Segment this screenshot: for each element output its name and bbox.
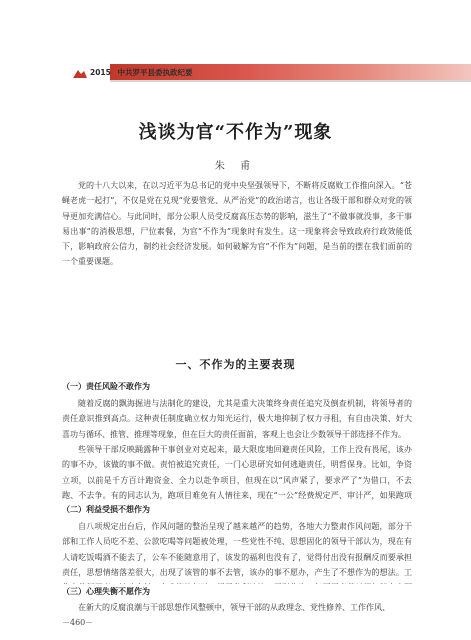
sub1-paragraph-2: 些领导干部反映踊露种干事创业对克起来，最大限度地回避责任风险，工作上没有畏尾，该办的事不办，该做的事不做。责怕被追究责任，一门心思研究如何逃避责任，明哲保身。比如，争资立项，以前是千方百计跑资金、全力以赴争项目，但现在以“风声紧了，要求严了”为借口，不去跑、不去争。有的同志认为，跑项目难免有人情往来，现在“一公”经费规定严、审计严，如果跑项 xyxy=(62,445,412,500)
article-author: 朱 甫 xyxy=(214,161,257,172)
party-emblem-icon xyxy=(72,69,88,79)
sub1-paragraph-1: 随着反腐的飘海掘进与法制化的建设，尤其是重大决策终身责任追究及倒查机制，将领导者的责任意识推到高点。这种责任制度确立权力知光运行，极大地抑制了权力寻租，有自由决策、好大喜功与循环、推管、推理等现象，但在巨大的责任面前，客观上也会让少数领导干部选择不作为。 xyxy=(62,399,412,439)
page-number: －460－ xyxy=(62,618,94,627)
header-year: 2015 xyxy=(90,68,111,77)
subheading-1: （一）责任风险不敢作为 xyxy=(62,382,150,391)
header-ribbon-shadow xyxy=(110,80,471,82)
intro-paragraph: 党的十八大以来，在以习近平为总书记的党中央坚强领导下，不断将反腐败工作推向深入。“苍蝇老虎一起打”，不仅是党在兑现“党要管党、从严治党”的政治诺言，也让各级干部和群众对党的领导更加充满信心。与此同时，部分公职人员受反腐高压态势的影响，滋生了“不做事就没事，多干事易出事”的消极思想，尸位素餐，为官“不作为”现象时有发生。这一现象将会导致政府行政效能低下，影响政府公信力，制约社会经济发展。如何破解为官“不作为”问题，是当前的摆在我们面前的一个重要课题。 xyxy=(62,181,412,267)
article-title: 浅谈为官“不作为”现象 xyxy=(138,122,333,143)
subheading-2: （二）利益受损不想作为 xyxy=(62,505,150,514)
subheading-3: （三）心理失衡不愿作为 xyxy=(62,587,150,596)
sub2-paragraph: 自八项规定出台后，作风问题的整治呈现了越来越严的趋势，各地大力整肃作风问题，部分干部和工作人员吃不差、公款吃喝等问题被处理，一些党性不纯、思想固化的领导干部认为，现在有人请吃饭喝酒不能去了，公车不能随意用了，该发的福利也没有了，觉得付出没有报酬反而要承担责任，思想情绪落差很大，出现了该管的事不去管，该办的事不愿办，产生了不想作为的想法。工 xyxy=(62,522,412,577)
header-title xyxy=(90,67,193,78)
page-header xyxy=(0,0,471,93)
header-publication: 中共罗平县委执政纪要 xyxy=(117,68,193,77)
sub3-paragraph: 在新大的反腐浪潮与干部思想作风整顿中，领导干部的从政理念、党性修养、工作作风、 xyxy=(78,603,390,612)
section-heading: 一、不作为的主要表现 xyxy=(175,358,296,371)
